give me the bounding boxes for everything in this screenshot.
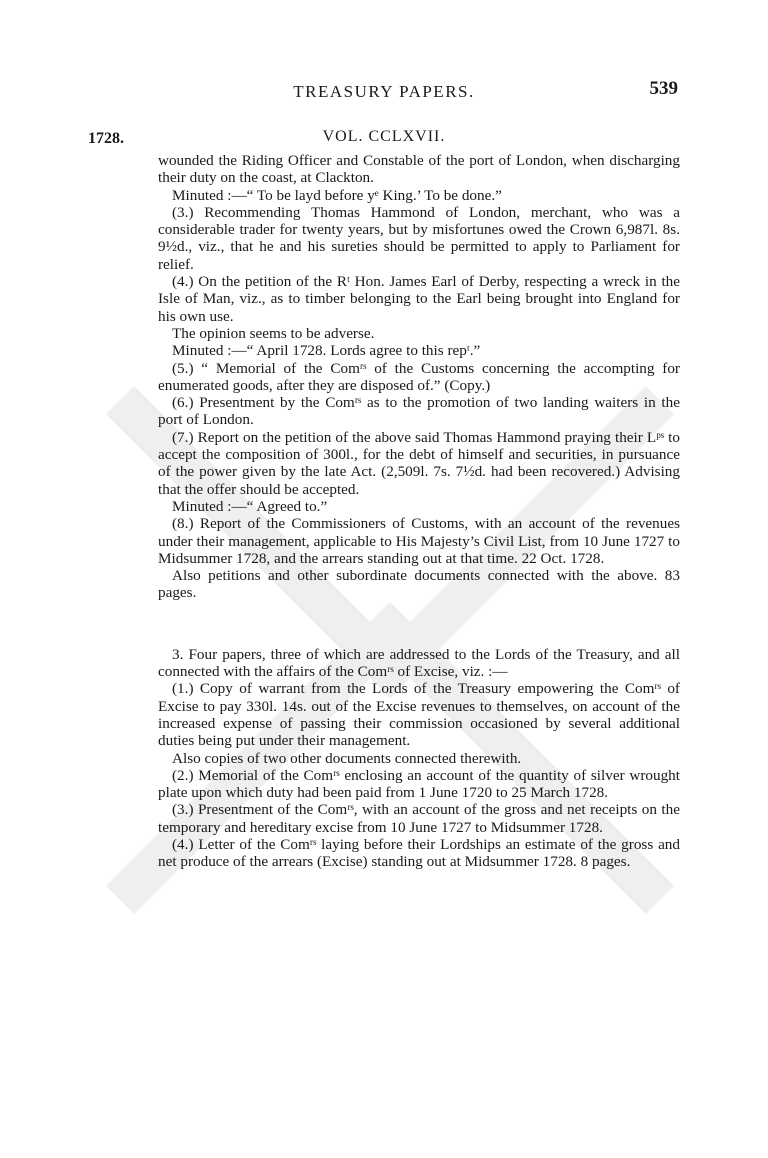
page-subheader [0,128,768,152]
paragraph: (6.) Presentment by the Comʳˢ as to the promotion of two landing waiters in the port of London. [158,394,680,429]
section-gap [158,602,680,646]
year-marginal: 1728. [88,130,124,147]
paragraph: Also copies of two other documents connected therewith. [172,749,522,767]
paragraph: (3.) Presentment of the Comʳˢ, with an account of the gross and net receipts on the temporary and hereditary excise from 10 June 1727 to Midsummer 1728. [158,801,680,836]
page-number: 539 [649,78,678,99]
paragraph: (7.) Report on the petition of the above said Thomas Hammond praying their Lᵖˢ to accept the composition of 300l., for the debt of himself and securities, in pursuance of the power given by the late Act. (2,509l. 7s. 7½d. had been recovered.) Advising that the offer should be accepted. [158,428,680,498]
paragraph: wounded the Riding Officer and Constable of the port of London, when discharging their duty on the coast, at Clackton. [158,152,680,187]
paragraph: The opinion seems to be adverse. [172,324,375,342]
running-title: TREASURY PAPERS. [293,82,475,101]
paragraph: (1.) Copy of warrant from the Lords of the Treasury empowering the Comʳˢ of Excise to pay 330l. 14s. out of the Excise revenues to themselves, on account of the increased expense of passing their commission occasioned by several additional duties being put under their management. [158,680,680,750]
volume-heading: VOL. CCLXVII. [322,128,446,145]
paragraph: Minuted :—“ April 1728. Lords agree to this repᵗ.” [172,342,481,360]
paragraph: (5.) “ Memorial of the Comʳˢ of the Customs concerning the accompting for enumerated goods, after they are disposed of.” (Copy.) [158,359,680,394]
paragraph: (4.) Letter of the Comʳˢ laying before their Lordships an estimate of the gross and net produce of the arrears (Excise) standing out at Midsummer 1728. 8 pages. [158,835,680,871]
paragraph: Minuted :—“ Agreed to.” [172,497,328,515]
paragraph: Also petitions and other subordinate documents connected with the above. 83 pages. [158,567,680,602]
document-body [158,152,680,871]
paragraph: (2.) Memorial of the Comʳˢ enclosing an account of the quantity of silver wrought plate upon which duty had been paid from 1 June 1720 to 25 March 1728. [158,766,680,802]
paragraph: (8.) Report of the Commissioners of Customs, with an account of the revenues under their management, applicable to His Majesty’s Civil List, from 10 June 1727 to Midsummer 1728, and the arrears standing out at that time. 22 Oct. 1728. [158,515,680,567]
paragraph: 3. Four papers, three of which are addressed to the Lords of the Treasury, and all connected with the affairs of the Comʳˢ of Excise, viz. :— [158,645,680,681]
paragraph: Minuted :—“ To be layd before yᵉ King.’ To be done.” [172,186,502,204]
page-header [0,78,768,108]
paragraph: (4.) On the petition of the Rᵗ Hon. James Earl of Derby, respecting a wreck in the Isle of Man, viz., as to timber belonging to the Earl being brought into England for his own use. [158,273,680,325]
paragraph: (3.) Recommending Thomas Hammond of London, merchant, who was a considerable trader for twenty years, but by misfortunes owed the Crown 6,987l. 8s. 9½d., viz., that he and his sureties should be permitted to apply to Parliament for relief. [158,203,680,273]
